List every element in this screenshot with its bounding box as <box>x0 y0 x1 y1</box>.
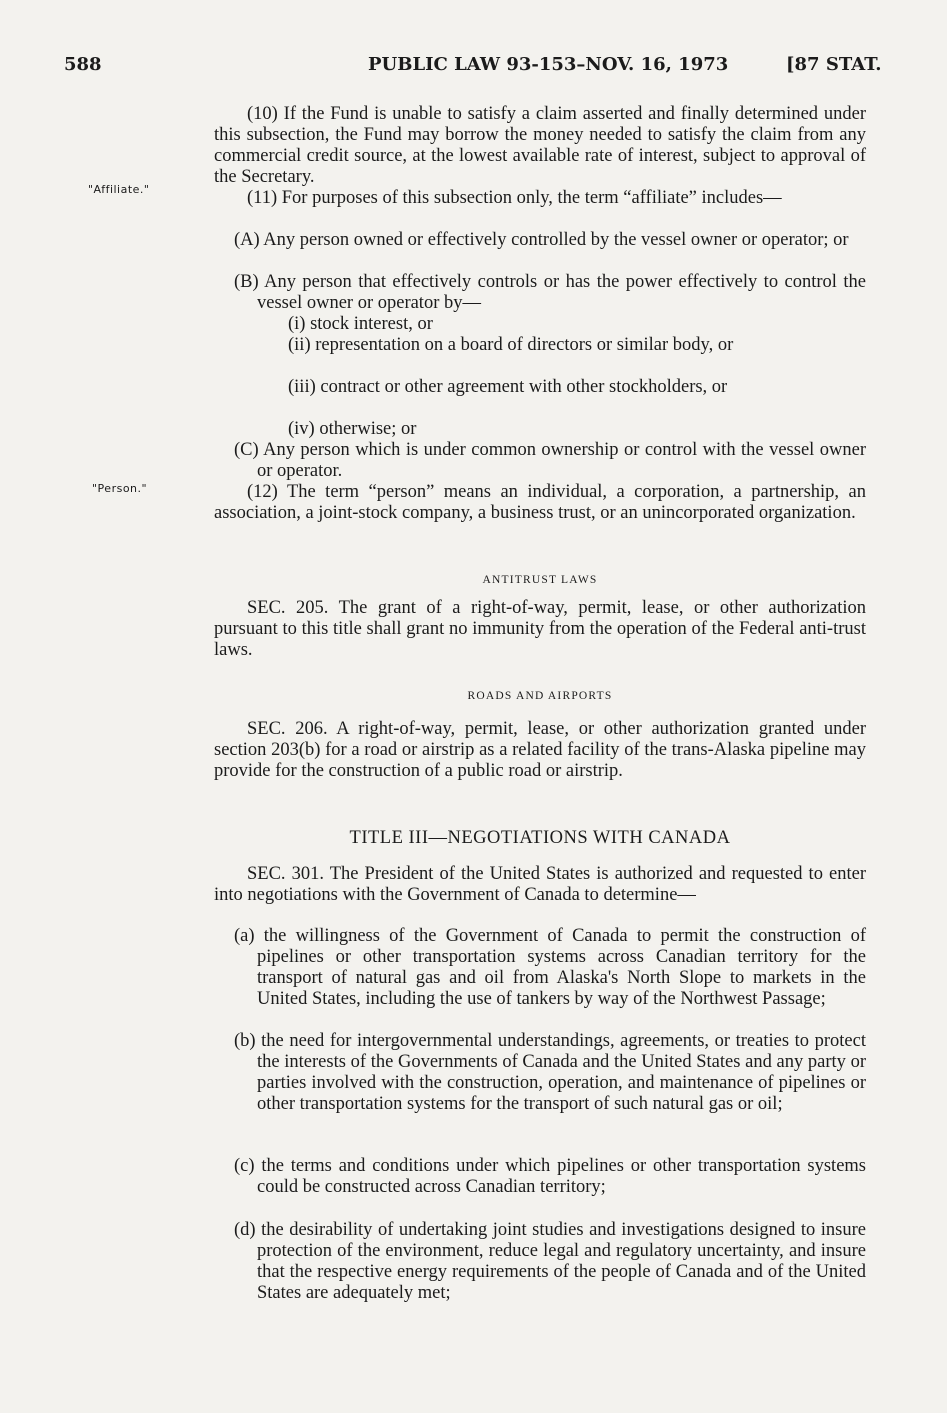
paragraph-11-b-i: (i) stock interest, or <box>288 314 433 334</box>
paragraph-11-b: (B) Any person that effectively controls or has the power effectively to control the vessel owner or operator by— <box>234 272 866 313</box>
title-iii-heading: TITLE III—NEGOTIATIONS WITH CANADA <box>349 828 731 848</box>
paragraph-11-c: (C) Any person which is under common ownership or control with the vessel owner or operator. <box>234 440 866 481</box>
margin-note-affiliate: "Affiliate." <box>88 183 150 196</box>
section-206: SEC. 206. A right-of-way, permit, lease, or other authorization granted under section 203(b) for a road or airstrip as a related facility of the trans-Alaska pipeline may provide for the construction of a public road or airstrip. <box>214 719 866 781</box>
page-number: 588 <box>64 54 102 75</box>
paragraph-10: (10) If the Fund is unable to satisfy a claim asserted and finally determined under this subsection, the Fund may borrow the money needed to satisfy the claim from any commercial credit source, at the lowest available rate of interest, subject to approval of the Secretary. <box>214 104 866 187</box>
section-301-c: (c) the terms and conditions under which pipelines or other transportation systems could be constructed across Canadian territory; <box>234 1156 866 1197</box>
paragraph-11-b-ii: (ii) representation on a board of directors or similar body, or <box>288 335 734 355</box>
section-205: SEC. 205. The grant of a right-of-way, permit, lease, or other authorization pursuant to this title shall grant no immunity from the operation of the Federal anti-trust laws. <box>214 598 866 660</box>
stat-reference: [87 STAT. <box>786 54 882 75</box>
section-301-a: (a) the willingness of the Government of Canada to permit the construction of pipelines or other transportation systems across Canadian territory for the transport of natural gas and oil from Alaska's North Slope to markets in the United States, including the use of tankers by way of the Northwest Passage; <box>234 926 866 1009</box>
margin-note-person: "Person." <box>92 482 148 495</box>
paragraph-12: (12) The term “person” means an individual, a corporation, a partnership, an association, a joint-stock company, a business trust, or an unincorporated organization. <box>214 482 866 523</box>
section-301: SEC. 301. The President of the United States is authorized and requested to enter into negotiations with the Government of Canada to determine— <box>214 864 866 905</box>
paragraph-11-b-iii: (iii) contract or other agreement with other stockholders, or <box>288 377 728 397</box>
heading-antitrust-laws: ANTITRUST LAWS <box>482 574 598 586</box>
paragraph-11: (11) For purposes of this subsection only, the term “affiliate” includes— <box>247 188 782 208</box>
section-301-d: (d) the desirability of undertaking joint studies and investigations designed to insure protection of the environment, reduce legal and regulatory uncertainty, and insure that the respective energy requirements of the people of Canada and of the United States are adequately met; <box>234 1220 866 1303</box>
section-301-b: (b) the need for intergovernmental understandings, agreements, or treaties to protect the interests of the Governments of Canada and the United States and any party or parties involved with the construction, operation, and maintenance of pipelines or other transportation systems for the transport of such natural gas or oil; <box>234 1031 866 1114</box>
running-head: PUBLIC LAW 93-153–NOV. 16, 1973 <box>368 54 729 75</box>
heading-roads-and-airports: ROADS AND AIRPORTS <box>467 690 613 702</box>
paragraph-11-a: (A) Any person owned or effectively controlled by the vessel owner or operator; or <box>234 230 849 250</box>
paragraph-11-b-iv: (iv) otherwise; or <box>288 419 417 439</box>
